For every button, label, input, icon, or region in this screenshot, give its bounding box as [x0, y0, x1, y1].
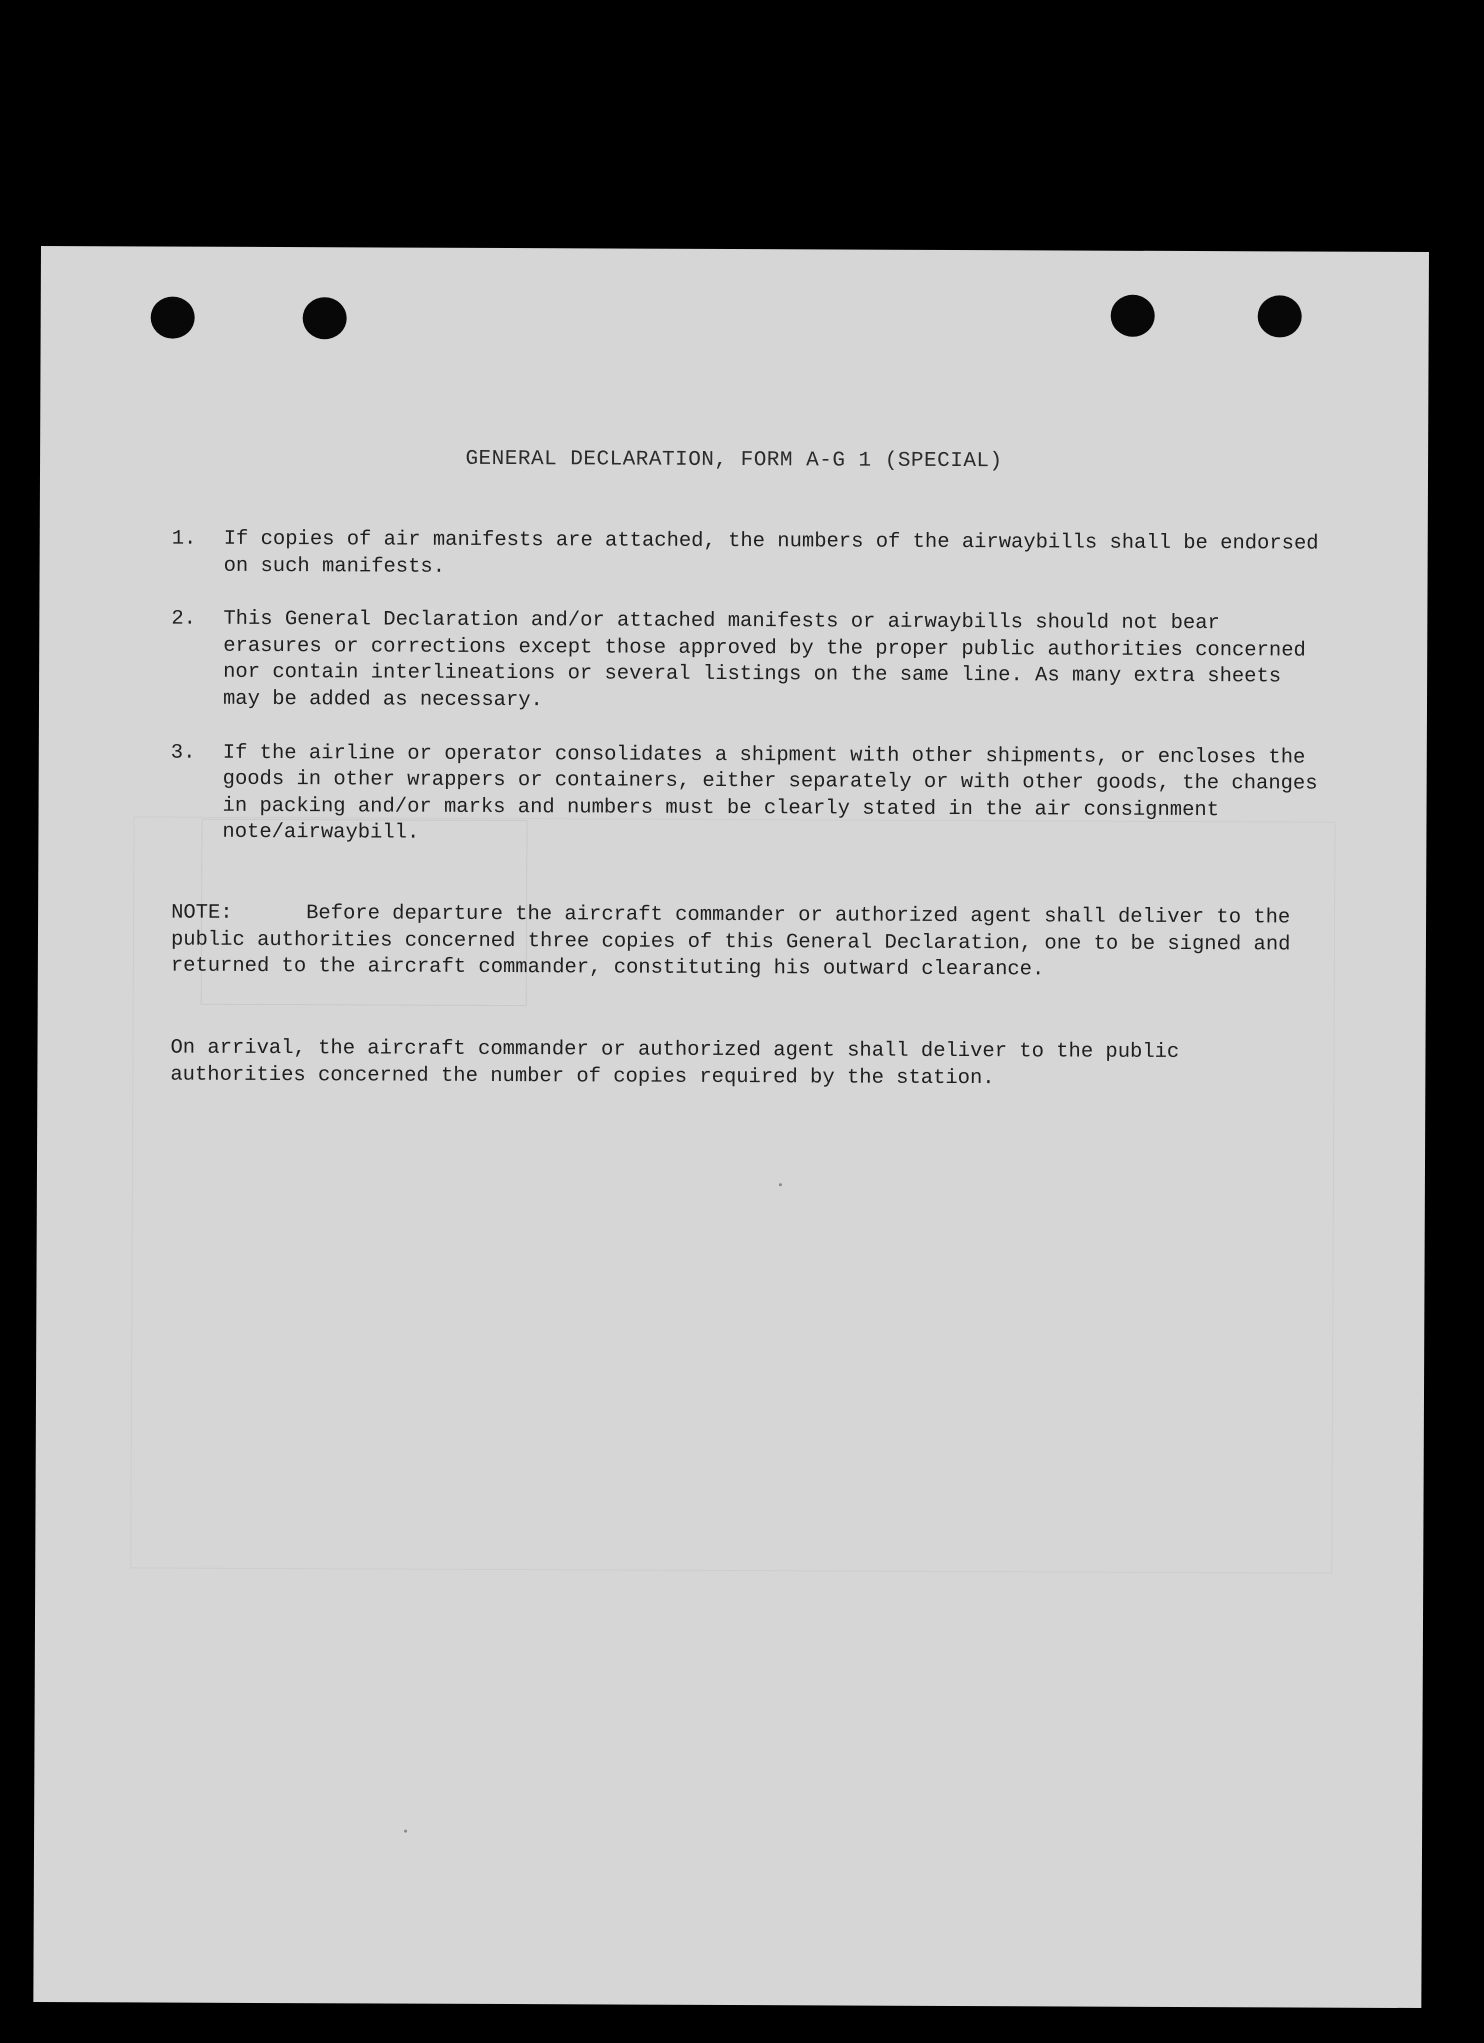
punch-hole: [151, 296, 195, 338]
item-number: 3.: [170, 741, 196, 765]
document-title: GENERAL DECLARATION, FORM A-G 1 (SPECIAL): [465, 447, 1003, 474]
punch-hole: [1111, 295, 1155, 337]
instruction-list: [168, 527, 1320, 879]
item-number: 1.: [171, 527, 197, 551]
item-text: This General Declaration and/or attached manifests or airwaybills should not bear erasures or corrections except those approved by the proper public authorities concerned nor contain interlineations or several listings on the same line. As many extra sheets may be added as necessary.: [222, 607, 1306, 713]
document-page: [33, 246, 1429, 2008]
item-number: 2.: [171, 607, 197, 631]
paper-speck: [404, 1830, 407, 1833]
item-text: If copies of air manifests are attached, the numbers of the airwaybills shall be endorsed on such manifests.: [223, 527, 1319, 579]
instruction-item: [170, 527, 1320, 585]
note-label: NOTE:: [171, 901, 233, 925]
punch-hole: [303, 297, 347, 339]
instruction-item: [168, 740, 1318, 851]
arrival-paragraph: On arrival, the aircraft commander or authorized agent shall deliver to the public authorities concerned the number of copies required by the station.: [170, 1036, 1180, 1090]
note-text: Before departure the aircraft commander or authorized agent shall deliver to the public authorities concerned three copies of this General Declaration, one to be signed and returned to the aircraft commander, constituting his outward clearance.: [170, 902, 1291, 982]
departure-note: [171, 901, 1321, 986]
punch-hole: [1258, 295, 1302, 337]
instruction-item: [169, 607, 1319, 718]
item-text: If the airline or operator consolidates a shipment with other shipments, or encloses the goods in other wrappers or containers, either separately or with other goods, the changes in packing and/or marks and numbers must be clearly stated in the air consignment note/airwaybill.: [222, 741, 1318, 845]
paper-speck: [779, 1183, 782, 1186]
